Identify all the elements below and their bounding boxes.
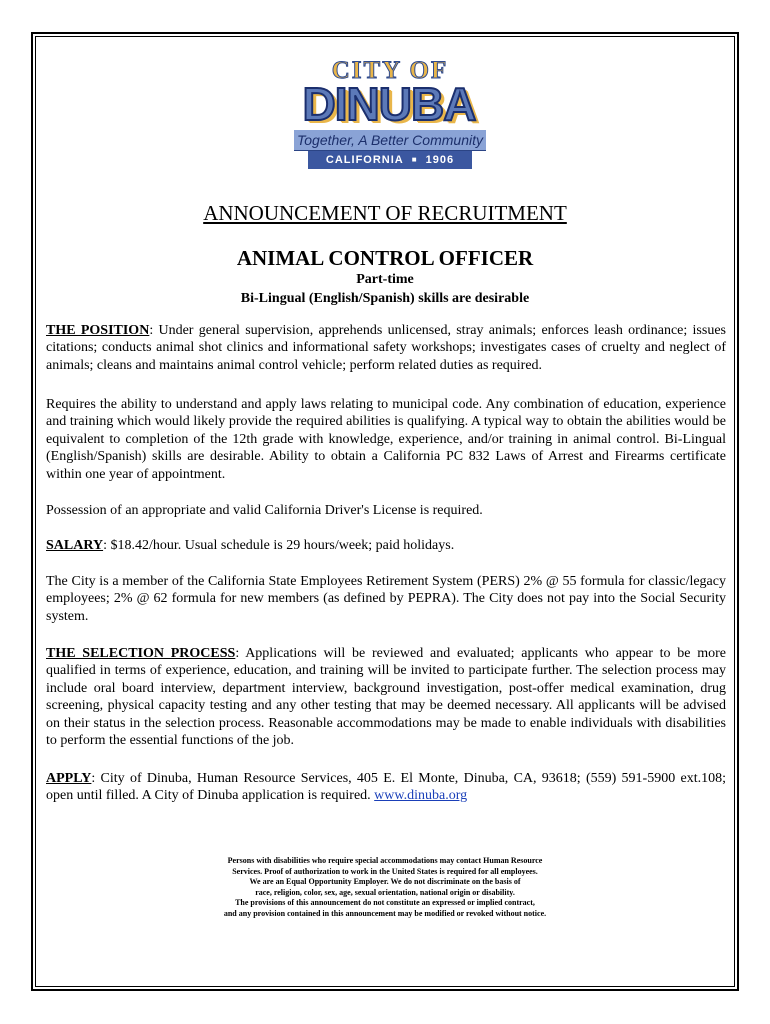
position-text: : Under general supervision, apprehends unlicensed, stray animals; enforces leash ordinance; issues citations; conducts animal shot clinics and informational safety workshops; investigates cases of cruelty and neglect of animals; cleans and maintains animal control vehicle; perform related duties as required. [46, 323, 726, 373]
footer-line: Services. Proof of authorization to work in the United States is required for all employees. [232, 866, 538, 876]
language-note: Bi-Lingual (English/Spanish) skills are desirable [240, 291, 530, 306]
logo-city-of: CITY OF [331, 57, 449, 84]
pers-paragraph: The City is a member of the California State Employees Retirement System (PERS) 2% @ 55 formula for classic/legacy employees; 2% @ 62 formula for new members (as defined by PEPRA). The City does not pay into the Social Security system. [46, 574, 726, 624]
apply-paragraph [46, 770, 726, 805]
selection-text: : Applications will be reviewed and evaluated; applicants who appear to be more qualified in terms of experience, education, and training will be invited to participate further. The selection process may include oral board interview, department interview, background investigation, post-offer medical examination, drug screening, physical capacity testing and any other testing that may be deemed necessary. All applicants will be advised on their status in the selection process. Reasonable accommodations may be made to enable individuals with disabilities to perform the essential functions of the job. [46, 646, 726, 749]
job-title: ANIMAL CONTROL OFFICER [236, 246, 534, 270]
requirements-paragraph: Requires the ability to understand and apply laws relating to municipal code. Any combination of education, experience and training which would likely provide the required abilities is qualifying. A typical way to obtain the abilities would be equivalent to completion of the 12th grade with knowledge, experience, and/or training in animal control. Bi-Lingual (English/Spanish) skills are desirable. Ability to obtain a California PC 832 Laws of Arrest and Firearms certificate within one year of appointment. [46, 397, 726, 482]
salary-text: : $18.42/hour. Usual schedule is 29 hours/week; paid holidays. [103, 538, 455, 553]
logo-year: 1906 [425, 154, 455, 166]
salary-paragraph [46, 537, 726, 554]
employment-type: Part-time [356, 272, 414, 287]
footer-line: We are an Equal Opportunity Employer. We do not discriminate on the basis of [249, 877, 521, 887]
announcement-title: ANNOUNCEMENT OF RECRUITMENT [203, 201, 567, 225]
legal-footer [160, 856, 610, 920]
logo-city-name: DINUBA [302, 78, 476, 130]
logo-tagline: Together, A Better Community [294, 130, 486, 151]
footer-line: and any provision contained in this announcement may be modified or revoked without notice. [223, 908, 547, 918]
selection-paragraph [46, 645, 726, 749]
footer-line: Persons with disabilities who require special accommodations may contact Human Resource [227, 856, 543, 865]
salary-heading: SALARY [46, 538, 104, 553]
apply-heading: APPLY [46, 771, 92, 786]
footer-line: race, religion, color, sex, age, sexual orientation, national origin or disability. [255, 887, 515, 897]
bullet-icon: ■ [411, 155, 418, 164]
logo-state: CALIFORNIA [325, 154, 404, 166]
apply-text: : City of Dinuba, Human Resource Services, 405 E. El Monte, Dinuba, CA, 93618; (559) 591-5900 ext.108; open until filled. A City of Dinuba application is required. [46, 771, 726, 804]
logo-state-banner [308, 151, 472, 169]
city-logo [294, 58, 486, 172]
selection-heading: THE SELECTION PROCESS [46, 646, 236, 661]
license-paragraph: Possession of an appropriate and valid California Driver's License is required. [46, 503, 483, 518]
website-link[interactable]: www.dinuba.org [374, 788, 468, 804]
footer-line: The provisions of this announcement do not constitute an expressed or implied contract, [235, 898, 535, 908]
position-heading: THE POSITION [46, 323, 150, 338]
position-paragraph [46, 322, 726, 374]
